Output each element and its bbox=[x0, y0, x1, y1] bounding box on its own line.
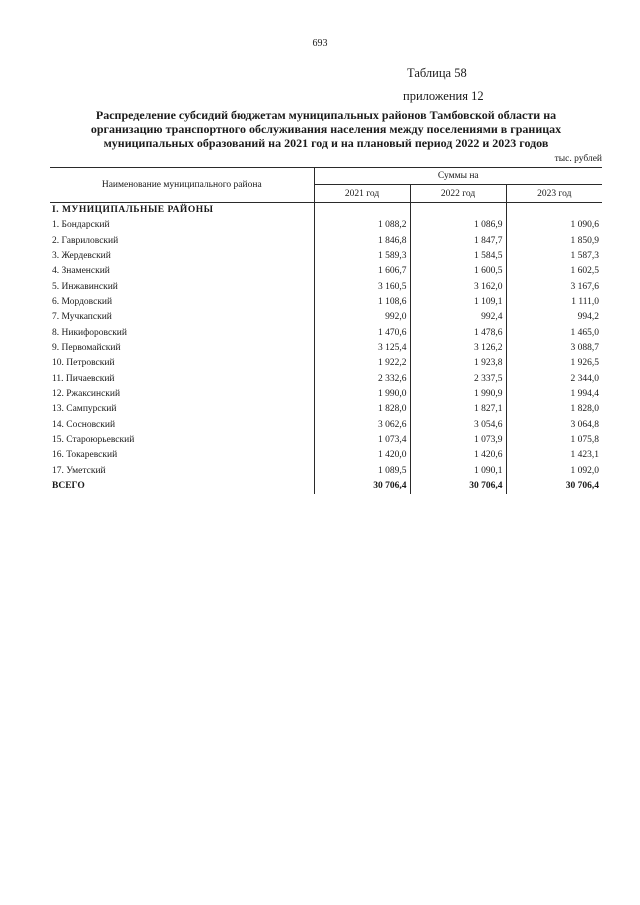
table-row bbox=[50, 295, 602, 310]
table-row bbox=[50, 233, 602, 248]
district-name: 12. Ржаксинский bbox=[52, 388, 121, 399]
units-label: тыс. рублей bbox=[554, 154, 602, 164]
value-2021: 992,0 bbox=[314, 310, 410, 325]
value-2021: 1 828,0 bbox=[314, 402, 410, 417]
value-2022: 2 337,5 bbox=[410, 371, 506, 386]
value-2022: 1 090,1 bbox=[410, 464, 506, 479]
table-row bbox=[50, 325, 602, 340]
section-empty-cell bbox=[506, 203, 602, 219]
value-2022: 1 990,9 bbox=[410, 387, 506, 402]
table-row bbox=[50, 448, 602, 463]
value-2021: 1 073,4 bbox=[314, 433, 410, 448]
value-2021: 1 108,6 bbox=[314, 295, 410, 310]
value-2021: 1 470,6 bbox=[314, 325, 410, 340]
section-row bbox=[50, 203, 602, 219]
value-2021: 1 088,2 bbox=[314, 218, 410, 233]
district-name: 13. Сампурский bbox=[52, 404, 117, 415]
value-2023: 2 344,0 bbox=[506, 371, 602, 386]
page-number: 693 bbox=[312, 38, 328, 49]
table-row bbox=[50, 341, 602, 356]
district-name: 11. Пичаевский bbox=[52, 373, 115, 384]
district-name: 3. Жердевский bbox=[52, 250, 111, 261]
district-name: 16. Токаревский bbox=[52, 450, 118, 461]
table-row bbox=[50, 264, 602, 279]
value-2022: 1 600,5 bbox=[410, 264, 506, 279]
value-2021: 3 160,5 bbox=[314, 279, 410, 294]
district-name: 6. Мордовский bbox=[52, 296, 113, 307]
value-2023: 994,2 bbox=[506, 310, 602, 325]
header-year-2023: 2023 год bbox=[506, 185, 602, 203]
district-name: 17. Уметский bbox=[52, 465, 106, 476]
value-2023: 1 423,1 bbox=[506, 448, 602, 463]
value-2023: 1 602,5 bbox=[506, 264, 602, 279]
value-2021: 2 332,6 bbox=[314, 371, 410, 386]
table-row bbox=[50, 387, 602, 402]
value-2021: 3 062,6 bbox=[314, 417, 410, 432]
value-2021: 1 420,0 bbox=[314, 448, 410, 463]
value-2022: 1 827,1 bbox=[410, 402, 506, 417]
value-2023: 3 064,8 bbox=[506, 417, 602, 432]
value-2023: 1 994,4 bbox=[506, 387, 602, 402]
value-2022: 1 420,6 bbox=[410, 448, 506, 463]
district-name: 14. Сосновский bbox=[52, 419, 116, 430]
district-name: 5. Инжавинский bbox=[52, 281, 118, 292]
value-2022: 1 109,1 bbox=[410, 295, 506, 310]
header-sums: Суммы на bbox=[314, 168, 602, 185]
value-2023: 1 111,0 bbox=[506, 295, 602, 310]
value-2023: 1 850,9 bbox=[506, 233, 602, 248]
value-2021: 1 089,5 bbox=[314, 464, 410, 479]
header-district-name: Наименование муниципального района bbox=[50, 168, 314, 203]
table-row bbox=[50, 433, 602, 448]
header-year-2021: 2021 год bbox=[314, 185, 410, 203]
table-row bbox=[50, 402, 602, 417]
value-2023: 1 828,0 bbox=[506, 402, 602, 417]
value-2023: 3 088,7 bbox=[506, 341, 602, 356]
value-2022: 3 126,2 bbox=[410, 341, 506, 356]
value-2021: 1 990,0 bbox=[314, 387, 410, 402]
district-name: 4. Знаменский bbox=[52, 266, 110, 277]
table-row bbox=[50, 464, 602, 479]
table-row bbox=[50, 218, 602, 233]
table-row bbox=[50, 279, 602, 294]
total-row bbox=[50, 479, 602, 494]
value-2021: 1 606,7 bbox=[314, 264, 410, 279]
document-title bbox=[50, 108, 602, 150]
total-label: ВСЕГО bbox=[52, 481, 85, 492]
appendix-label: приложения 12 bbox=[403, 89, 484, 103]
value-2022: 3 054,6 bbox=[410, 417, 506, 432]
district-name: 8. Никифоровский bbox=[52, 327, 127, 338]
value-2022: 992,4 bbox=[410, 310, 506, 325]
value-2021: 1 846,8 bbox=[314, 233, 410, 248]
value-2022: 1 923,8 bbox=[410, 356, 506, 371]
value-2021: 3 125,4 bbox=[314, 341, 410, 356]
value-2023: 1 465,0 bbox=[506, 325, 602, 340]
value-2023: 1 090,6 bbox=[506, 218, 602, 233]
value-2021: 1 922,2 bbox=[314, 356, 410, 371]
table-row bbox=[50, 249, 602, 264]
value-2023: 1 926,5 bbox=[506, 356, 602, 371]
value-2021: 1 589,3 bbox=[314, 249, 410, 264]
header-year-2022: 2022 год bbox=[410, 185, 506, 203]
section-empty-cell bbox=[314, 203, 410, 219]
table-row bbox=[50, 417, 602, 432]
value-2022: 3 162,0 bbox=[410, 279, 506, 294]
value-2023: 1 092,0 bbox=[506, 464, 602, 479]
value-2022: 1 847,7 bbox=[410, 233, 506, 248]
value-2023: 1 075,8 bbox=[506, 433, 602, 448]
subsidy-table bbox=[50, 167, 602, 494]
value-2022: 1 584,5 bbox=[410, 249, 506, 264]
value-2023: 1 587,3 bbox=[506, 249, 602, 264]
value-2021: 30 706,4 bbox=[314, 479, 410, 494]
table-row bbox=[50, 356, 602, 371]
title-line-3: муниципальных образований на 2021 год и на плановый период 2022 и 2023 годов bbox=[103, 136, 549, 150]
district-name: 7. Мучкапский bbox=[52, 312, 112, 323]
title-line-1: Распределение субсидий бюджетам муниципальных районов Тамбовской области на bbox=[95, 108, 557, 122]
section-empty-cell bbox=[410, 203, 506, 219]
district-name: 2. Гавриловский bbox=[52, 235, 119, 246]
district-name: 15. Староюрьевский bbox=[52, 434, 135, 445]
value-2023: 30 706,4 bbox=[506, 479, 602, 494]
value-2022: 1 073,9 bbox=[410, 433, 506, 448]
table-row bbox=[50, 310, 602, 325]
table-row bbox=[50, 371, 602, 386]
value-2022: 1 478,6 bbox=[410, 325, 506, 340]
district-name: 9. Первомайский bbox=[52, 342, 121, 353]
value-2022: 30 706,4 bbox=[410, 479, 506, 494]
district-name: 1. Бондарский bbox=[52, 220, 110, 231]
section-label: I. МУНИЦИПАЛЬНЫЕ РАЙОНЫ bbox=[52, 205, 214, 215]
value-2023: 3 167,6 bbox=[506, 279, 602, 294]
value-2022: 1 086,9 bbox=[410, 218, 506, 233]
district-name: 10. Петровский bbox=[52, 358, 115, 369]
title-line-2: организацию транспортного обслуживания населения между поселениями в границах bbox=[90, 122, 562, 136]
table-label: Таблица 58 bbox=[407, 66, 467, 80]
